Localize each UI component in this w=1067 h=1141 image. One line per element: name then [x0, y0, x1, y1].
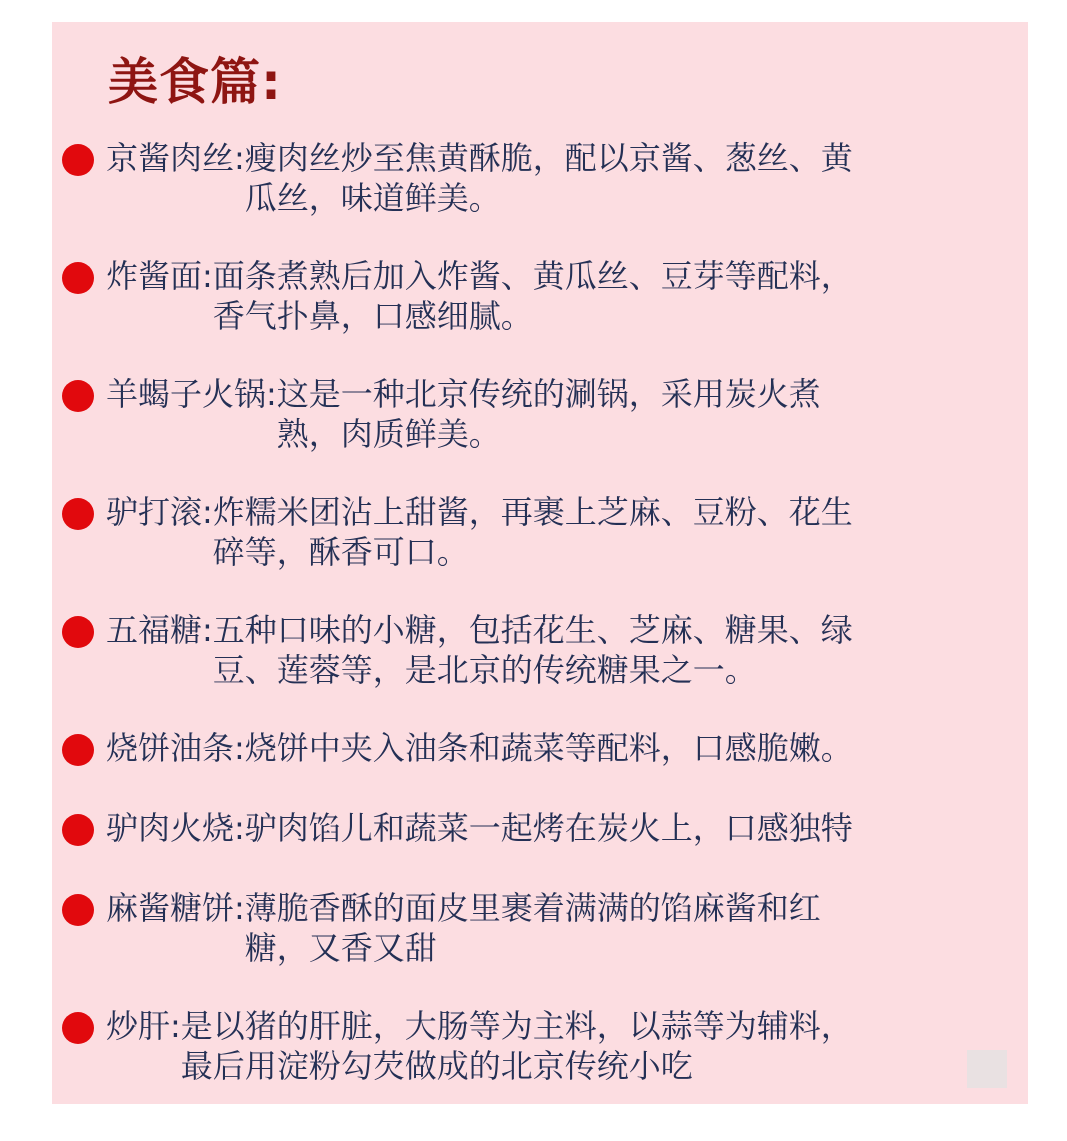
item-name: 五福糖: [106, 611, 213, 649]
bullet-dot-icon [62, 380, 94, 412]
item-description [213, 256, 1006, 336]
item-description-line: 是以猪的肝脏，大肠等为主料，以蒜等为辅料， [180, 1007, 853, 1045]
item-description-line: 瘦肉丝炒至焦黄酥脆，配以京酱、葱丝、黄 [244, 139, 853, 177]
item-description-line: 糖，又香又甜 [244, 929, 437, 967]
page-title: 美食篇: [108, 53, 282, 111]
item-description-line: 最后用淀粉勾芡做成的北京传统小吃 [180, 1047, 693, 1085]
item-description-line: 熟，肉质鲜美。 [276, 415, 501, 453]
item-description [245, 888, 1006, 968]
bullet-dot-icon [62, 894, 94, 926]
item-description-line: 香气扑鼻，口感细腻。 [212, 297, 533, 335]
item-name: 麻酱糖饼: [106, 889, 245, 927]
item-name: 炒肝: [106, 1007, 181, 1045]
item-description-line: 五种口味的小糖，包括花生、芝麻、糖果、绿 [212, 611, 853, 649]
bullet-dot-icon [62, 498, 94, 530]
item-description-line: 薄脆香酥的面皮里裹着满满的馅麻酱和红 [244, 889, 821, 927]
item-description-line: 驴肉馅儿和蔬菜一起烤在炭火上，口感独特 [244, 809, 853, 847]
item-description-line: 豆、莲蓉等，是北京的传统糖果之一。 [212, 651, 757, 689]
food-card [52, 22, 1028, 1104]
item-name: 羊蝎子火锅: [106, 375, 277, 413]
watermark-patch [967, 1050, 1007, 1088]
item-description-line: 碎等，酥香可口。 [212, 533, 469, 571]
item-description [245, 808, 1006, 848]
item-description [181, 1006, 1006, 1086]
item-description-line: 炸糯米团沾上甜酱，再裹上芝麻、豆粉、花生 [212, 493, 853, 531]
item-description [213, 610, 1006, 690]
item-description-line: 面条煮熟后加入炸酱、黄瓜丝、豆芽等配料， [212, 257, 853, 295]
item-name: 炸酱面: [106, 257, 213, 295]
bullet-dot-icon [62, 1012, 94, 1044]
item-description [213, 492, 1006, 572]
item-description [277, 374, 1006, 454]
bullet-dot-icon [62, 814, 94, 846]
item-name: 驴肉火烧: [106, 809, 245, 847]
bullet-dot-icon [62, 616, 94, 648]
item-name: 烧饼油条: [106, 729, 245, 767]
bullet-dot-icon [62, 262, 94, 294]
item-description [245, 728, 1006, 768]
bullet-dot-icon [62, 144, 94, 176]
bullet-dot-icon [62, 734, 94, 766]
item-description-line: 这是一种北京传统的涮锅，采用炭火煮 [276, 375, 821, 413]
item-description-line: 瓜丝，味道鲜美。 [244, 179, 501, 217]
item-name: 京酱肉丝: [106, 139, 245, 177]
item-description [245, 138, 1006, 218]
item-description-line: 烧饼中夹入油条和蔬菜等配料，口感脆嫩。 [244, 729, 853, 767]
item-name: 驴打滚: [106, 493, 213, 531]
